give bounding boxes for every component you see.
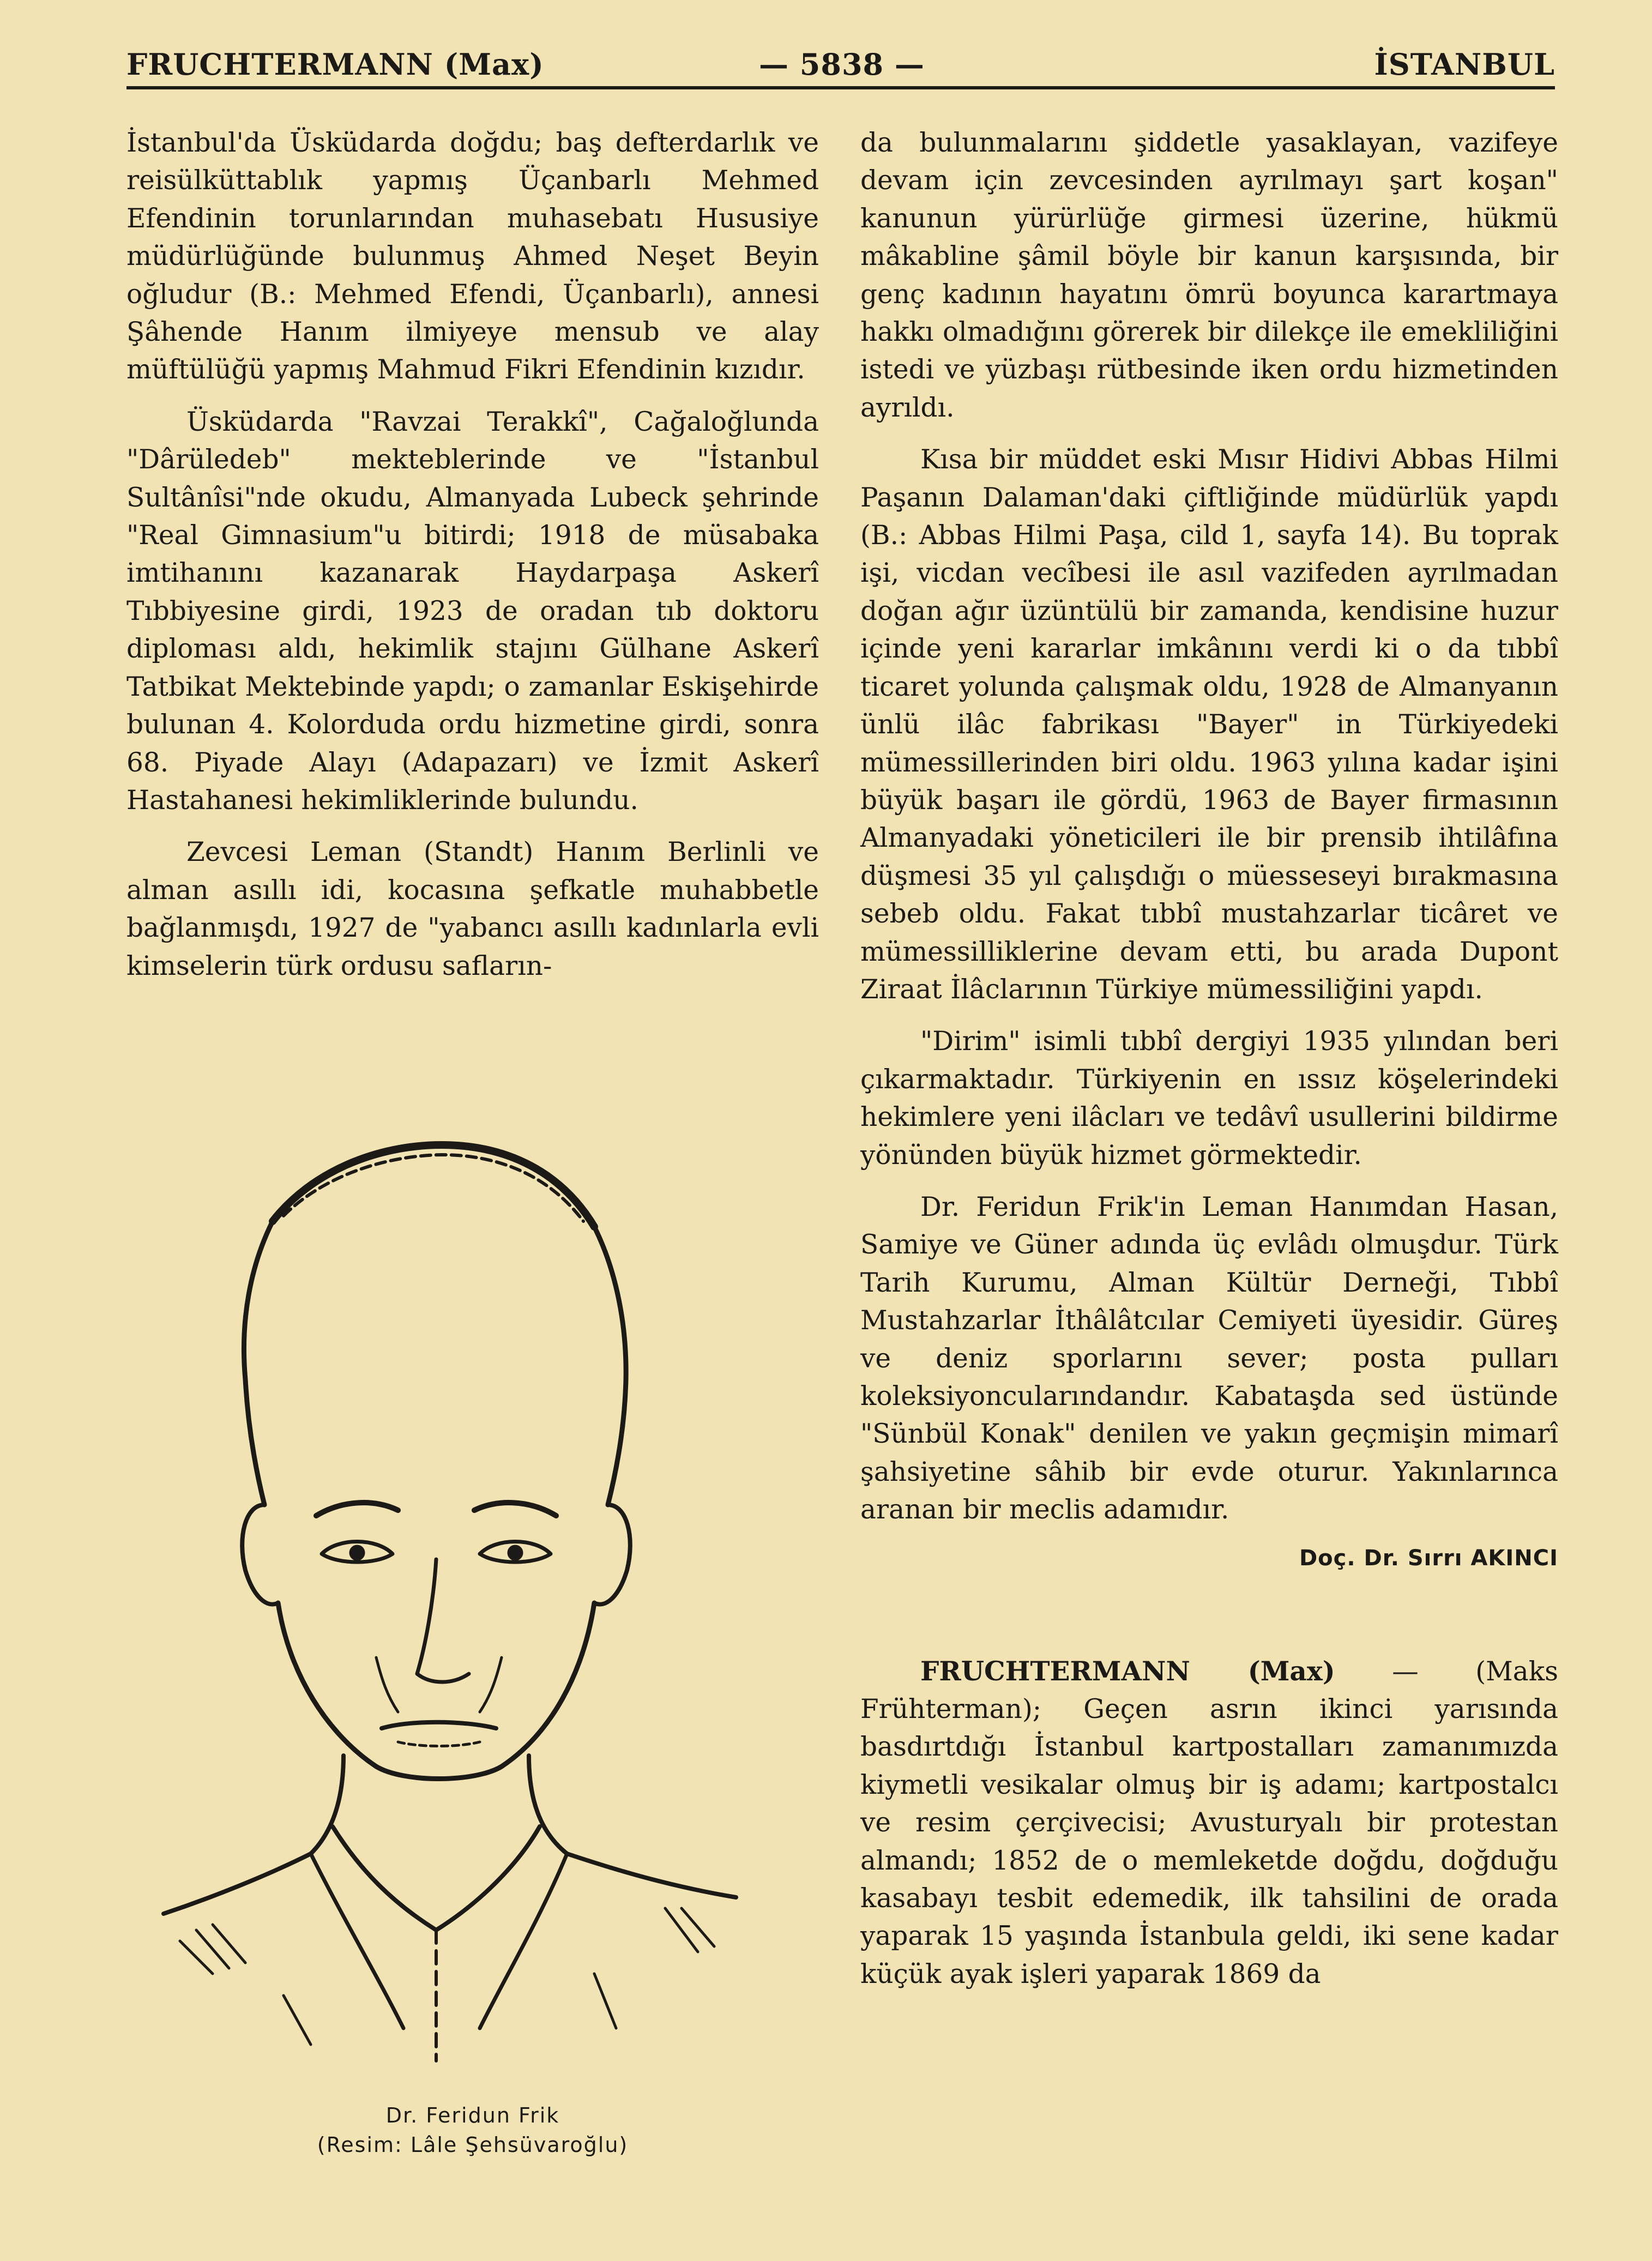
paragraph: Zevcesi Leman (Standt) Hanım Berlinli ve alman asıllı idi, kocasına şefkatle muhabbetle bağlanmışdı, 1927 de "yabancı asıllı kadınlarla evli kimselerin türk ordusu safların- (126, 837, 819, 981)
paragraph: İstanbul'da Üsküdarda doğdu; baş defterdarlık ve reisülküttablık yapmış Üçanbarlı Mehmed Efendinin torunlarından muhasebatı Hususiye müdürlüğünde bulunmuş Ahmed Neşet Beyin oğludur (B.: Mehmed Efendi, Üçanbarlı), annesi Şâhende Hanım ilmiyeye mensub ve alay müftülüğü yapmış Mahmud Fikri Efendinin kızıdır. (126, 128, 819, 385)
entry-paragraph (860, 1653, 1558, 1994)
portrait-caption-name: Dr. Feridun Frik (385, 2103, 560, 2127)
paragraph: Üsküdarda "Ravzai Terakkî", Cağaloğlunda "Dârüledeb" mekteblerinde ve "İstanbul Sultânîsi"nde okudu, Almanyada Lubeck şehrinde "Real Gimnasium"u bitirdi; 1918 de müsabaka imtihanını kazanarak Haydarpaşa Askerî Tıbbiyesine girdi, 1923 de oradan tıb doktoru diploması aldı, hekimlik stajını Gülhane Askerî Tatbikat Mektebinde yapdı; o zamanlar Eskişehirde bulunan 4. Kolorduda ordu hizmetine girdi, sonra 68. Piyade Alayı (Adapazarı) ve İzmit Askerî Hastahanesi hekimliklerinde bulundu. (126, 406, 819, 816)
header-rule (126, 86, 1555, 89)
paragraph: Kısa bir müddet eski Mısır Hidivi Abbas Hilmi Paşanın Dalaman'daki çiftliğinde müdürlük yapdı (B.: Abbas Hilmi Paşa, cild 1, sayfa 14). Bu toprak işi, vicdan vecîbesi ile asıl vazifeden ayrılmadan doğan ağır üzüntülü bir zamanda, kendisine huzur içinde yeni kararlar imkânını verdi ki o da tıbbî ticaret yolunda çalışmak oldu, 1928 de Almanyanın ünlü ilâc fabrikası "Bayer" in Türkiyedeki mümessillerinden biri oldu. 1963 yılına kadar işini büyük başarı ile gördü, 1963 de Bayer firmasının Almanyadaki yöneticileri ile bir prensib ihtilâfına düşmesi 35 yıl çalışdığı o müesseseyi bırakmasına sebeb oldu. Fakat tıbbî mustahzarlar ticâret ve mümessilliklerine devam etti, bu arada Dupont Ziraat İlâclarının Türkiye mümessiliğini yapdı. (860, 444, 1558, 1005)
paragraph: "Dirim" isimli tıbbî dergiyi 1935 yılından beri çıkarmaktadır. Türkiyenin en ıssız köşelerindeki hekimlere yeni ilâcları ve tedâvî usullerini bildirme yönünden büyük hizmet görmektedir. (860, 1026, 1558, 1171)
paragraph: Dr. Feridun Frik'in Leman Hanımdan Hasan, Samiye ve Güner adında üç evlâdı olmuşdur. Türk Tarih Kurumu, Alman Kültür Derneği, Tıbbî Mustahzarlar İthâlâtcılar Cemiyeti üyesidir. Güreş ve deniz sporlarını sever; posta pulları koleksiyoncularındandır. Kabataşda sed üstünde "Sünbül Konak" denilen ve yakın geçmişin mimarî şahsiyetine sâhib bir evde oturur. Yakınlarınca aranan bir meclis adamıdır. (860, 1191, 1558, 1526)
portrait-caption-credit: (Resim: Lâle Şehsüvaroğlu) (317, 2133, 629, 2157)
header-entry-name: FRUCHTERMANN (Max) (126, 47, 544, 82)
paragraph: da bulunmalarını şiddetle yasaklayan, vazifeye devam için zevcesinden ayrılmayı şart koşan" kanunun yürürlüğe girmesi üzerine, hükmü mâkabline şâmil böyle bir kanun karşısında, bir genç kadının hayatını ömrü boyunca karartmaya hakkı olmadığını görerek bir dilekçe ile emekliliğini istedi ve yüzbaşı rütbesinde iken ordu hizmetinden ayrıldı. (860, 128, 1558, 423)
entry-headword: FRUCHTERMANN (Max) (920, 1655, 1335, 1687)
header-volume-title: İSTANBUL (1374, 47, 1555, 82)
page-header (126, 43, 1555, 86)
header-page-number: — 5838 — (759, 47, 925, 82)
right-column (860, 124, 1558, 2007)
author-signature: Doç. Dr. Sırrı AKINCI (1299, 1545, 1558, 1571)
entry-body: — (Maks Frühterman); Geçen asrın ikinci yarısında basdırtdığı İstanbul kartpostalları zamanımızda kiymetli vesikalar olmuş bir iş adamı; kartpostalcı ve resim çerçivecisi; Avusturyalı bir protestan almandı; 1852 de o memleketde doğdu, doğduğu kasabayı tesbit edemedik, ilk tahsilini de orada yaparak 15 yaşında İstanbula geldi, iki sene kadar küçük ayak işleri yaparak 1869 da (860, 1656, 1558, 1989)
left-column (126, 124, 819, 999)
portrait-sketch-image (147, 1123, 769, 2099)
